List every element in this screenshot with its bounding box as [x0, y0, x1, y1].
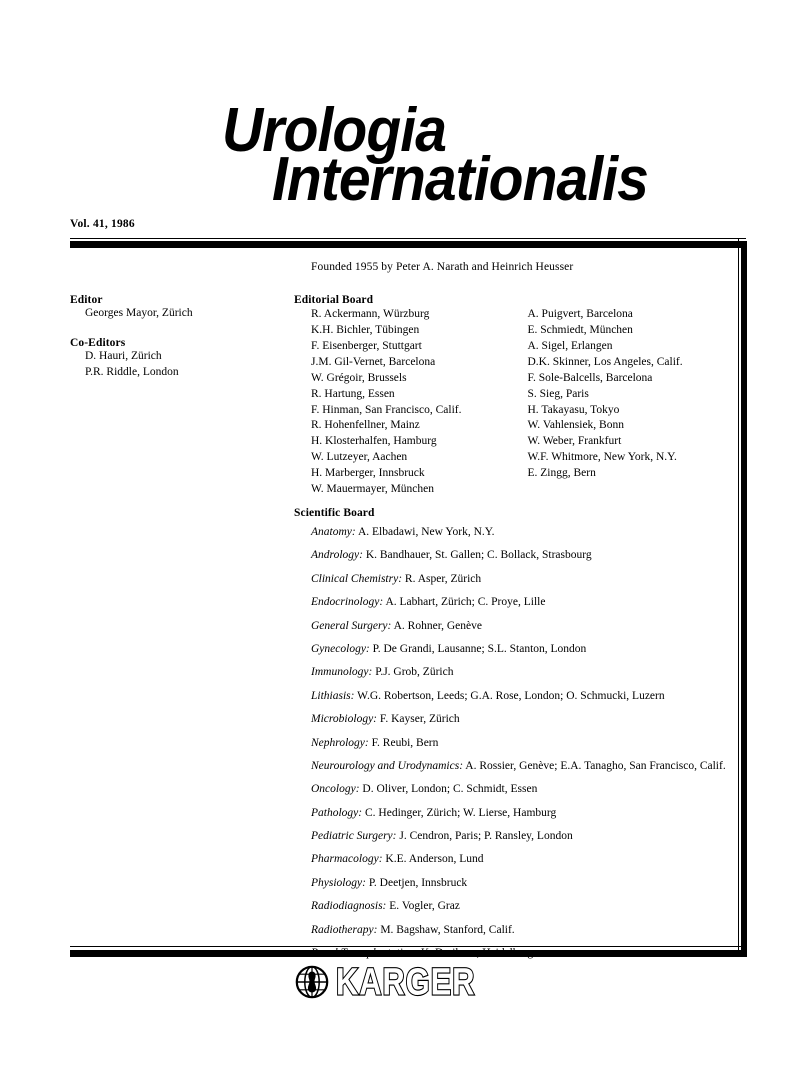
- scientific-board-entry: [311, 853, 754, 867]
- editor-heading: Editor: [70, 294, 103, 306]
- volume-label: Vol. 41, 1986: [70, 218, 135, 230]
- scientific-board-entry: [311, 666, 754, 680]
- scientific-board-entry: [311, 690, 754, 704]
- discipline-label: Physiology:: [311, 876, 366, 889]
- editor-column: [70, 294, 290, 381]
- board-member: E. Schmiedt, München: [527, 323, 633, 336]
- board-member: W. Grégoir, Brussels: [311, 371, 407, 384]
- board-member: W. Vahlensiek, Bonn: [527, 419, 624, 432]
- scientific-board-entry: [311, 760, 754, 774]
- publisher-name: KARGER: [336, 959, 476, 1004]
- discipline-members: C. Hedinger, Zürich; W. Lierse, Hamburg: [364, 806, 557, 819]
- discipline-label: Renal Transplantation:: [311, 947, 419, 960]
- discipline-members: P. De Grandi, Lausanne; S.L. Stanton, London: [372, 642, 587, 655]
- editor-name: Georges Mayor, Zürich: [85, 307, 193, 319]
- discipline-label: Neurourology and Urodynamics:: [311, 759, 464, 772]
- discipline-label: Lithiasis:: [311, 689, 355, 702]
- co-editors-heading: Co-Editors: [70, 336, 126, 349]
- board-member: R. Ackermann, Würzburg: [311, 308, 430, 320]
- scientific-board-entry: [311, 573, 754, 587]
- discipline-members: K.E. Anderson, Lund: [385, 853, 484, 866]
- scientific-board-entry: [311, 807, 754, 821]
- co-editor-name: D. Hauri, Zürich: [85, 349, 162, 362]
- editorial-board-column-right: [528, 307, 745, 498]
- scientific-board-entry: [311, 643, 754, 657]
- board-member: K.H. Bichler, Tübingen: [311, 323, 420, 336]
- frame-top-bar: [70, 241, 746, 248]
- scientific-board-entry: [311, 877, 754, 891]
- scientific-board-entry: [311, 526, 754, 540]
- scientific-board-entry: [311, 596, 754, 610]
- scientific-board-entry: [311, 713, 754, 727]
- masthead-title-line-1: Urologia: [222, 96, 446, 165]
- discipline-members: K. Bandhauer, St. Gallen; C. Bollack, Strasbourg: [365, 549, 592, 562]
- board-member: W. Lutzeyer, Aachen: [311, 451, 408, 464]
- board-member: D.K. Skinner, Los Angeles, Calif.: [527, 355, 683, 368]
- board-member: F. Eisenberger, Stuttgart: [311, 339, 422, 352]
- board-member: A. Sigel, Erlangen: [527, 339, 613, 352]
- discipline-members: J. Cendron, Paris; P. Ransley, London: [399, 830, 573, 843]
- board-member: E. Zingg, Bern: [527, 467, 596, 480]
- discipline-label: General Surgery:: [311, 619, 392, 632]
- discipline-label: Radiodiagnosis:: [311, 900, 387, 913]
- discipline-members: A. Rossier, Genève; E.A. Tanagho, San Francisco, Calif.: [465, 759, 726, 772]
- board-member: H. Marberger, Innsbruck: [311, 467, 425, 480]
- scientific-board-entry: [311, 783, 754, 797]
- discipline-members: W.G. Robertson, Leeds; G.A. Rose, London; O. Schmucki, Luzern: [357, 689, 665, 702]
- globe-icon: [295, 965, 329, 999]
- board-member: W. Mauermayer, München: [311, 483, 435, 496]
- founded-statement: Founded 1955 by Peter A. Narath and Heinrich Heusser: [311, 261, 574, 273]
- discipline-members: F. Reubi, Bern: [371, 736, 439, 749]
- publisher-logo: [0, 959, 794, 1004]
- discipline-label: Andrology:: [311, 549, 363, 562]
- scientific-board-list: [294, 526, 754, 961]
- discipline-members: R. Asper, Zürich: [404, 572, 482, 585]
- editorial-board-columns: [294, 307, 744, 498]
- discipline-label: Pharmacology:: [311, 853, 383, 866]
- discipline-members: A. Rohner, Genève: [393, 619, 482, 632]
- discipline-members: F. Kayser, Zürich: [379, 713, 460, 726]
- discipline-label: Pathology:: [311, 806, 363, 819]
- board-member: F. Sole-Balcells, Barcelona: [527, 371, 653, 384]
- co-editor-name: P.R. Riddle, London: [85, 365, 179, 378]
- board-member: J.M. Gil-Vernet, Barcelona: [311, 355, 436, 368]
- masthead-title-line-2: Internationalis: [271, 145, 648, 215]
- discipline-label: Anatomy:: [311, 526, 356, 538]
- discipline-label: Oncology:: [311, 783, 360, 796]
- discipline-label: Clinical Chemistry:: [311, 572, 403, 585]
- discipline-members: D. Oliver, London; C. Schmidt, Essen: [362, 783, 538, 796]
- discipline-members: P.J. Grob, Zürich: [375, 666, 454, 679]
- editorial-board-heading: Editorial Board: [294, 294, 374, 306]
- discipline-members: A. Labhart, Zürich; C. Proye, Lille: [385, 596, 546, 609]
- board-member: W. Weber, Frankfurt: [527, 435, 622, 448]
- scientific-board-entry: [311, 549, 754, 563]
- discipline-label: Gynecology:: [311, 642, 370, 655]
- scientific-board-entry: [311, 830, 754, 844]
- editorial-board-column-left: [311, 307, 528, 498]
- board-member: H. Klosterhalfen, Hamburg: [311, 435, 437, 448]
- discipline-members: P. Deetjen, Innsbruck: [368, 876, 468, 889]
- discipline-members: E. Vogler, Graz: [389, 900, 460, 913]
- board-member: R. Hohenfellner, Mainz: [311, 419, 420, 432]
- discipline-members: M. Bagshaw, Stanford, Calif.: [380, 923, 515, 936]
- discipline-label: Microbiology:: [311, 713, 378, 726]
- scientific-board-entry: [311, 737, 754, 751]
- discipline-label: Immunology:: [311, 666, 373, 679]
- board-member: R. Hartung, Essen: [311, 387, 395, 400]
- editorial-board: [294, 294, 744, 498]
- board-member: F. Hinman, San Francisco, Calif.: [311, 403, 462, 416]
- discipline-label: Pediatric Surgery:: [311, 830, 397, 843]
- discipline-label: Nephrology:: [311, 736, 369, 749]
- discipline-label: Radiotherapy:: [311, 923, 378, 936]
- scientific-board-entry: [311, 924, 754, 938]
- scientific-board: [294, 507, 754, 970]
- scientific-board-entry: [311, 620, 754, 634]
- discipline-members: K. Dreikorn, Heidelberg: [420, 947, 534, 960]
- discipline-members: A. Elbadawi, New York, N.Y.: [357, 526, 495, 538]
- discipline-label: Endocrinology:: [311, 596, 384, 609]
- scientific-board-heading: Scientific Board: [294, 507, 375, 519]
- scientific-board-entry: [311, 900, 754, 914]
- board-member: W.F. Whitmore, New York, N.Y.: [527, 451, 677, 464]
- board-member: H. Takayasu, Tokyo: [527, 403, 620, 416]
- frame-top-hairline: [70, 238, 746, 239]
- board-member: S. Sieg, Paris: [527, 387, 589, 400]
- board-member: A. Puigvert, Barcelona: [527, 308, 633, 320]
